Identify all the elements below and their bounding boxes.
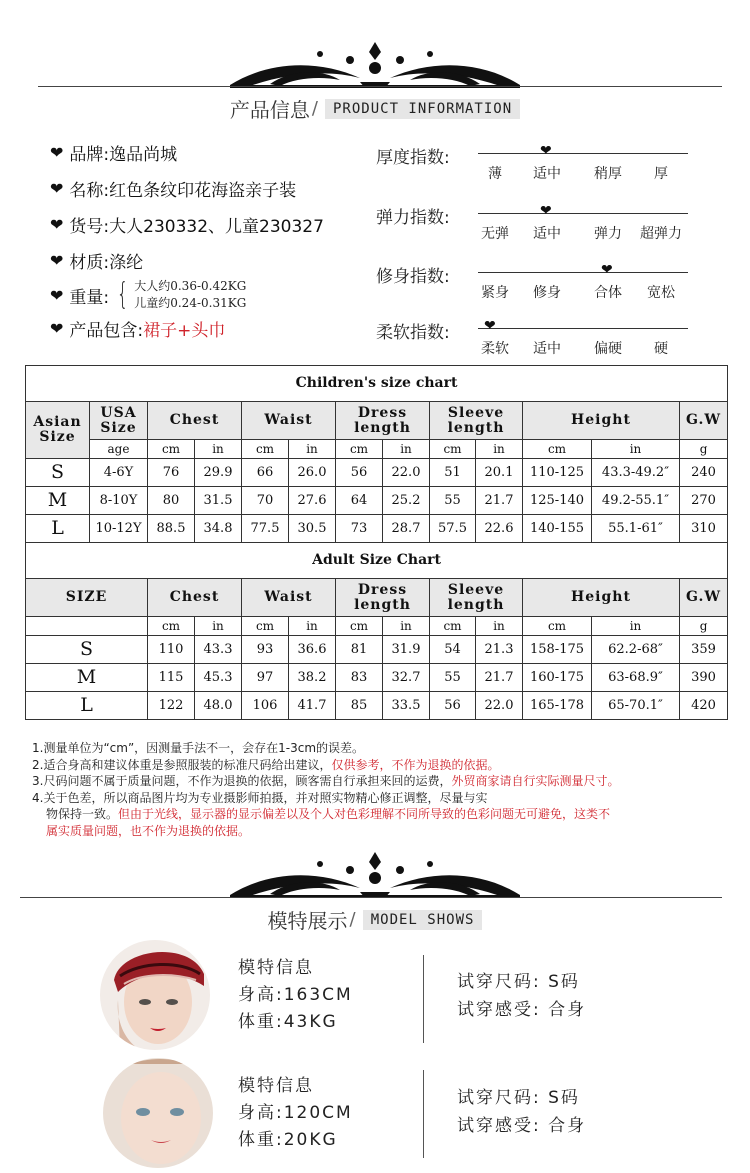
table-cell: 21.7 — [476, 664, 523, 692]
model-try-size: 试穿尺码: S码 — [457, 972, 580, 992]
table-cell: 76 — [148, 459, 195, 487]
divider-line — [20, 897, 722, 898]
unit-cell: in — [383, 440, 430, 459]
model-height: 身高:120CM — [238, 1103, 353, 1123]
info-package — [50, 316, 225, 341]
model-height: 身高:163CM — [238, 985, 353, 1005]
col-header: SIZE — [26, 579, 148, 617]
unit-cell: in — [195, 440, 242, 459]
table-cell: 310 — [680, 515, 728, 543]
table-cell: 56 — [430, 692, 476, 720]
table-cell: 83 — [336, 664, 383, 692]
scale-option: 稍厚 — [594, 166, 622, 182]
unit-cell: cm — [242, 617, 289, 636]
info-label: 品牌: — [69, 145, 110, 165]
note-text: 2.适合身高和建议体重是参照服装的标准尺码给出建议， — [32, 757, 332, 772]
table-cell: 29.9 — [195, 459, 242, 487]
size-cell: L — [26, 515, 90, 543]
table-cell: 106 — [242, 692, 289, 720]
unit-cell: in — [289, 617, 336, 636]
col-header: G.W — [680, 402, 728, 440]
note-text: 1.测量单位为“cm”，因测量手法不一，会存在1-3cm的误差。 — [32, 741, 365, 755]
unit-cell: in — [195, 617, 242, 636]
unit-cell: cm — [430, 440, 476, 459]
vertical-divider — [423, 1070, 424, 1158]
table-cell: 10-12Y — [90, 515, 148, 543]
table-cell: 165-178 — [523, 692, 592, 720]
info-value: 裙子+头巾 — [143, 321, 226, 341]
scale-label: 柔软指数: — [376, 323, 450, 343]
note-3 — [32, 773, 742, 790]
unit-cell: cm — [336, 617, 383, 636]
col-header: Waist — [242, 579, 336, 617]
col-header: USA Size — [90, 402, 148, 440]
table-cell: 32.7 — [383, 664, 430, 692]
model-photo-adult — [100, 940, 210, 1050]
unit-row — [26, 440, 728, 459]
table-cell: 38.2 — [289, 664, 336, 692]
table-cell: 54 — [430, 636, 476, 664]
table-cell: 31.9 — [383, 636, 430, 664]
scale-option: 偏硬 — [594, 341, 622, 357]
table-cell: 55 — [430, 664, 476, 692]
scale-line — [478, 328, 688, 329]
info-label: 重量: — [69, 287, 110, 308]
weight-child: 儿童约0.24-0.31KG — [134, 296, 247, 310]
info-label: 货号: — [69, 217, 110, 237]
info-weight — [50, 278, 246, 312]
unit-cell: age — [90, 440, 148, 459]
info-label: 材质: — [69, 253, 110, 273]
col-header: Asian Size — [26, 402, 90, 459]
scale-option: 薄 — [488, 166, 502, 182]
scale-marker-heart-icon: ❤ — [540, 203, 552, 219]
table-cell: 26.0 — [289, 459, 336, 487]
unit-cell: in — [476, 440, 523, 459]
table-cell: 31.5 — [195, 487, 242, 515]
section-title-cn: 模特展示 — [267, 909, 348, 933]
table-cell: 64 — [336, 487, 383, 515]
note-warning: 属实质量问题，也不作为退换的依据。 — [46, 823, 251, 838]
table-cell: 77.5 — [242, 515, 289, 543]
table-cell: 270 — [680, 487, 728, 515]
title-slash: / — [311, 98, 318, 119]
unit-cell: g — [680, 440, 728, 459]
table-cell: 110-125 — [523, 459, 592, 487]
divider-line — [38, 86, 722, 87]
section-title-cn: 产品信息 — [229, 98, 310, 122]
unit-cell: in — [476, 617, 523, 636]
heart-icon: ❤ — [50, 143, 64, 162]
scale-marker-heart-icon: ❤ — [484, 318, 496, 334]
table-cell: 97 — [242, 664, 289, 692]
unit-cell: cm — [148, 440, 195, 459]
info-label: 名称: — [69, 181, 110, 201]
size-cell: M — [26, 664, 148, 692]
table-cell: 34.8 — [195, 515, 242, 543]
table-cell: 160-175 — [523, 664, 592, 692]
info-value: 涤纶 — [109, 253, 144, 273]
info-value: 红色条纹印花海盗亲子装 — [109, 181, 297, 201]
unit-cell: cm — [336, 440, 383, 459]
note-text: 3.尺码问题不属于质量问题，不作为退换的依据，顾客需自行承担来回的运费， — [32, 774, 452, 788]
table-row — [26, 636, 728, 664]
note-1 — [32, 740, 742, 757]
heart-icon: ❤ — [50, 179, 64, 198]
scale-option: 合体 — [594, 285, 622, 301]
unit-cell: cm — [523, 617, 592, 636]
info-sku — [50, 212, 324, 237]
scale-option: 弹力 — [594, 226, 622, 242]
table-cell: 81 — [336, 636, 383, 664]
table-cell: 28.7 — [383, 515, 430, 543]
note-4 — [32, 790, 742, 807]
size-cell: L — [26, 692, 148, 720]
scale-option: 超弹力 — [640, 226, 682, 242]
model-info-title: 模特信息 — [238, 958, 314, 978]
decorative-ornament-bottom — [210, 850, 540, 900]
table-cell: 27.6 — [289, 487, 336, 515]
note-text: 4.关于色差，所以商品图片均为专业摄影师拍摄，并对照实物精心修正调整，尽量与实 — [32, 790, 488, 805]
model-fit — [457, 968, 586, 1024]
note-4-cont — [32, 806, 742, 823]
weight-adult: 大人约0.36-0.42KG — [134, 279, 247, 293]
decorative-ornament-top — [210, 40, 540, 90]
children-size-table — [25, 365, 728, 720]
table-cell: 420 — [680, 692, 728, 720]
table-cell: 122 — [148, 692, 195, 720]
scale-option: 宽松 — [647, 285, 675, 301]
unit-cell: cm — [242, 440, 289, 459]
model-try-size: 试穿尺码: S码 — [457, 1088, 580, 1108]
heart-icon: ❤ — [50, 215, 64, 234]
heart-icon: ❤ — [50, 285, 64, 305]
model-try-feel: 试穿感受: 合身 — [457, 1116, 587, 1136]
size-cell: M — [26, 487, 90, 515]
unit-cell: in — [592, 617, 680, 636]
unit-cell — [26, 617, 148, 636]
weight-lines — [134, 278, 246, 312]
col-header: Height — [523, 402, 680, 440]
table-cell: 55 — [430, 487, 476, 515]
scale-label: 弹力指数: — [376, 208, 450, 228]
col-header: Chest — [148, 402, 242, 440]
table-header-row — [26, 402, 728, 440]
table-cell: 43.3-49.2″ — [592, 459, 680, 487]
note-2 — [32, 757, 742, 774]
table-cell: 56 — [336, 459, 383, 487]
table-cell: 88.5 — [148, 515, 195, 543]
notes-block — [32, 740, 742, 839]
model-info — [238, 955, 353, 1036]
scale-option: 硬 — [654, 341, 668, 357]
title-slash: / — [349, 909, 356, 930]
table-cell: 49.2-55.1″ — [592, 487, 680, 515]
table-cell: 22.6 — [476, 515, 523, 543]
weight-brace — [113, 278, 246, 312]
product-info-header — [0, 94, 750, 123]
scale-option: 紧身 — [481, 285, 509, 301]
scale-option: 无弹 — [481, 226, 509, 242]
scale-option: 适中 — [533, 341, 561, 357]
table-row — [26, 515, 728, 543]
table-cell: 41.7 — [289, 692, 336, 720]
table-cell: 21.3 — [476, 636, 523, 664]
note-warning: 仅供参考，不作为退换的依据。 — [331, 757, 500, 772]
note-text: 物保持一致。 — [46, 807, 119, 821]
table-cell: 93 — [242, 636, 289, 664]
scale-option: 厚 — [654, 166, 668, 182]
unit-cell: g — [680, 617, 728, 636]
vertical-divider — [423, 955, 424, 1043]
model-try-feel: 试穿感受: 合身 — [457, 1000, 587, 1020]
info-name — [50, 176, 296, 201]
col-header: Waist — [242, 402, 336, 440]
model-info — [238, 1073, 353, 1154]
col-header: Chest — [148, 579, 242, 617]
table-cell: 45.3 — [195, 664, 242, 692]
scale-option: 适中 — [533, 166, 561, 182]
table-row — [26, 487, 728, 515]
scale-option: 柔软 — [481, 341, 509, 357]
scale-line — [478, 153, 688, 154]
scale-marker-heart-icon: ❤ — [601, 262, 613, 278]
scale-line — [478, 213, 688, 214]
table-cell: 80 — [148, 487, 195, 515]
info-value: 大人230332、儿童230327 — [109, 217, 324, 237]
table-cell: 30.5 — [289, 515, 336, 543]
brace-glyph: { — [116, 277, 129, 312]
table-cell: 55.1-61″ — [592, 515, 680, 543]
table-cell: 110 — [148, 636, 195, 664]
table-cell: 125-140 — [523, 487, 592, 515]
table-title: Adult Size Chart — [26, 543, 728, 579]
col-header: Sleeve length — [430, 402, 523, 440]
info-label: 产品包含: — [69, 321, 144, 341]
unit-row — [26, 617, 728, 636]
model-weight: 体重:43KG — [238, 1012, 338, 1032]
size-cell: S — [26, 636, 148, 664]
table-cell: 65-70.1″ — [592, 692, 680, 720]
table-cell: 140-155 — [523, 515, 592, 543]
table-cell: 63-68.9″ — [592, 664, 680, 692]
unit-cell: cm — [148, 617, 195, 636]
scale-option: 适中 — [533, 226, 561, 242]
table-cell: 48.0 — [195, 692, 242, 720]
table-row — [26, 459, 728, 487]
table-cell: 22.0 — [383, 459, 430, 487]
col-header: Dress length — [336, 579, 430, 617]
scale-label: 修身指数: — [376, 267, 450, 287]
size-cell: S — [26, 459, 90, 487]
table-cell: 20.1 — [476, 459, 523, 487]
info-material — [50, 248, 143, 273]
table-cell: 66 — [242, 459, 289, 487]
table-cell: 359 — [680, 636, 728, 664]
scale-line — [478, 272, 688, 273]
heart-icon: ❤ — [50, 319, 64, 338]
table-cell: 115 — [148, 664, 195, 692]
table-title: Children's size chart — [26, 366, 728, 402]
unit-cell: in — [383, 617, 430, 636]
table-cell: 8-10Y — [90, 487, 148, 515]
model-weight: 体重:20KG — [238, 1130, 338, 1150]
scale-option: 修身 — [533, 285, 561, 301]
table-cell: 33.5 — [383, 692, 430, 720]
table-cell: 25.2 — [383, 487, 430, 515]
table-cell: 62.2-68″ — [592, 636, 680, 664]
unit-cell: cm — [430, 617, 476, 636]
table-cell: 21.7 — [476, 487, 523, 515]
table-cell: 158-175 — [523, 636, 592, 664]
table-header-row — [26, 579, 728, 617]
info-brand — [50, 140, 177, 165]
table-cell: 240 — [680, 459, 728, 487]
model-info-title: 模特信息 — [238, 1076, 314, 1096]
col-header: G.W — [680, 579, 728, 617]
note-4-end — [32, 823, 742, 840]
unit-cell: in — [592, 440, 680, 459]
table-cell: 22.0 — [476, 692, 523, 720]
table-row — [26, 692, 728, 720]
table-cell: 70 — [242, 487, 289, 515]
scale-marker-heart-icon: ❤ — [540, 143, 552, 159]
model-photo-child — [103, 1058, 213, 1168]
table-row — [26, 664, 728, 692]
table-cell: 57.5 — [430, 515, 476, 543]
col-header: Dress length — [336, 402, 430, 440]
col-header: Sleeve length — [430, 579, 523, 617]
table-cell: 73 — [336, 515, 383, 543]
scale-label: 厚度指数: — [376, 148, 450, 168]
table-cell: 85 — [336, 692, 383, 720]
unit-cell: in — [289, 440, 336, 459]
col-header: Height — [523, 579, 680, 617]
table-cell: 4-6Y — [90, 459, 148, 487]
table-cell: 36.6 — [289, 636, 336, 664]
info-value: 逸品尚城 — [109, 145, 178, 165]
unit-cell: cm — [523, 440, 592, 459]
table-cell: 390 — [680, 664, 728, 692]
table-cell: 43.3 — [195, 636, 242, 664]
note-warning: 但由于光线，显示器的显示偏差以及个人对色彩理解不同所导致的色彩问题无可避免，这类不 — [118, 807, 611, 821]
note-warning: 外贸商家请自行实际测量尺寸。 — [451, 774, 620, 788]
model-shows-header — [0, 905, 750, 934]
section-title-en: MODEL SHOWS — [363, 910, 483, 930]
table-cell: 51 — [430, 459, 476, 487]
section-title-en: PRODUCT INFORMATION — [325, 99, 520, 119]
model-fit — [457, 1084, 586, 1140]
heart-icon: ❤ — [50, 251, 64, 270]
